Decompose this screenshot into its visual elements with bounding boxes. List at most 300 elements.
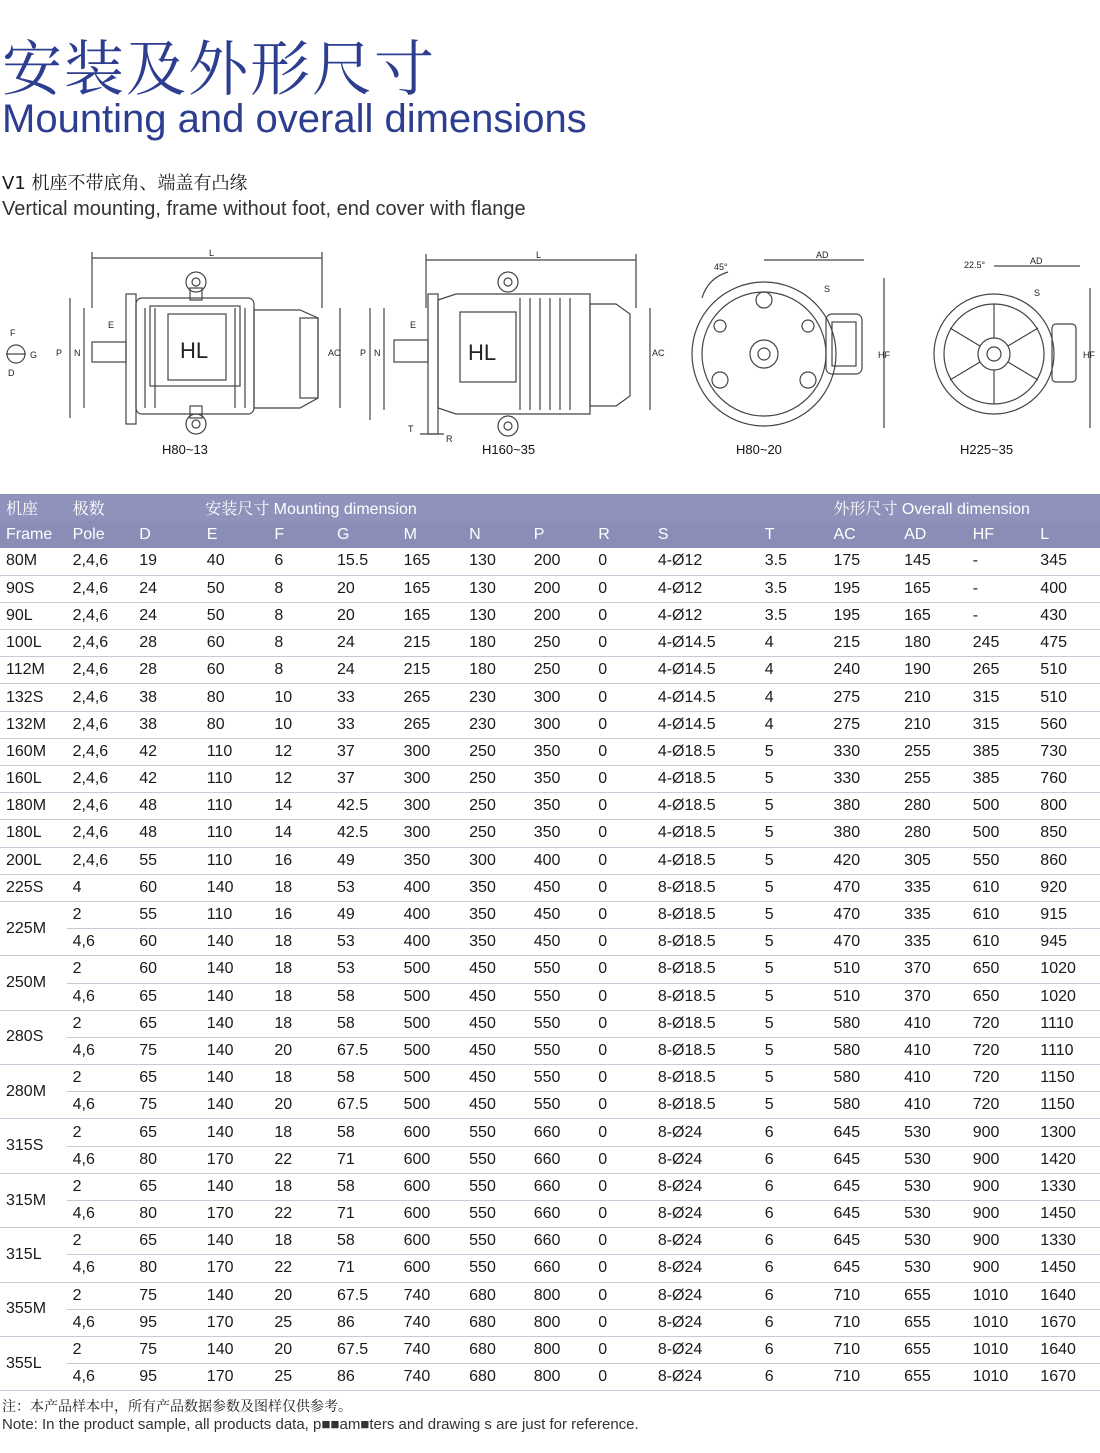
cell-r: 0 bbox=[598, 1232, 608, 1250]
cell-f: 18 bbox=[274, 1014, 293, 1032]
cell-e: 140 bbox=[206, 933, 234, 951]
cell-p: 250 bbox=[533, 634, 561, 652]
cell-f: 16 bbox=[274, 851, 293, 869]
cell-d: 95 bbox=[139, 1368, 157, 1386]
cell-g: 20 bbox=[336, 579, 355, 597]
cell-f: 12 bbox=[274, 742, 293, 760]
cell-s: 8-Ø18.5 bbox=[657, 1069, 716, 1087]
cell-f: 10 bbox=[274, 715, 293, 733]
cell-f: 8 bbox=[274, 606, 284, 624]
dim-label-R2: R bbox=[446, 434, 453, 444]
cell-n: 250 bbox=[469, 770, 496, 788]
cell-s: 8-Ø24 bbox=[657, 1286, 703, 1304]
cell-p: 450 bbox=[533, 906, 561, 924]
cell-s: 4-Ø18.5 bbox=[657, 851, 716, 869]
cell-e: 170 bbox=[206, 1150, 234, 1168]
cell-n: 680 bbox=[469, 1313, 496, 1331]
cell-l: 1020 bbox=[1040, 960, 1076, 978]
cell-e: 50 bbox=[206, 579, 225, 597]
dim-label-L1: L bbox=[209, 248, 215, 258]
cell-hf: 610 bbox=[972, 933, 1000, 951]
cell-f: 22 bbox=[274, 1205, 293, 1223]
cell-t: 6 bbox=[764, 1123, 774, 1141]
cell-t: 6 bbox=[764, 1286, 774, 1304]
cell-pole: 2,4,6 bbox=[72, 552, 109, 570]
cell-t: 5 bbox=[764, 1069, 774, 1087]
cell-pole: 2,4,6 bbox=[72, 797, 109, 815]
cell-pole: 2,4,6 bbox=[72, 634, 109, 652]
cell-r: 0 bbox=[598, 960, 608, 978]
table-row bbox=[0, 657, 1100, 684]
cell-t: 4 bbox=[764, 661, 774, 679]
cell-e: 80 bbox=[206, 715, 225, 733]
dim-label-P2: P bbox=[360, 348, 367, 358]
cell-e: 170 bbox=[206, 1313, 234, 1331]
column-header-frame: Frame bbox=[0, 521, 67, 548]
table-row bbox=[0, 956, 1100, 983]
cell-ac: 580 bbox=[833, 1096, 861, 1114]
cell-f: 18 bbox=[274, 1069, 293, 1087]
cell-pole: 2 bbox=[72, 906, 82, 924]
cell-ad: 530 bbox=[904, 1123, 931, 1141]
cell-p: 450 bbox=[533, 878, 561, 896]
cell-f: 20 bbox=[274, 1341, 293, 1359]
table-row bbox=[0, 1309, 1100, 1336]
cell-t: 6 bbox=[764, 1205, 774, 1223]
table-row bbox=[0, 983, 1100, 1010]
frame-cell: 90L bbox=[0, 602, 67, 629]
cell-f: 18 bbox=[274, 933, 293, 951]
cell-pole: 2 bbox=[72, 1177, 82, 1195]
cell-r: 0 bbox=[598, 1014, 608, 1032]
cell-t: 5 bbox=[764, 1096, 774, 1114]
cell-s: 8-Ø18.5 bbox=[657, 1014, 716, 1032]
cell-l: 1420 bbox=[1040, 1150, 1076, 1168]
dim-label-L2: L bbox=[536, 250, 542, 260]
cell-e: 170 bbox=[206, 1368, 234, 1386]
cell-m: 300 bbox=[403, 797, 431, 815]
cell-n: 350 bbox=[469, 878, 496, 896]
cell-pole: 2 bbox=[72, 1069, 82, 1087]
frame-cell: 180L bbox=[0, 820, 67, 847]
cell-pole: 4,6 bbox=[72, 1096, 95, 1114]
cell-g: 58 bbox=[336, 1014, 355, 1032]
dim-label-F1: F bbox=[10, 328, 16, 338]
cell-ac: 645 bbox=[833, 1232, 861, 1250]
cell-ac: 470 bbox=[833, 933, 861, 951]
cell-d: 42 bbox=[139, 770, 157, 788]
cell-n: 450 bbox=[469, 1041, 496, 1059]
cell-ad: 165 bbox=[904, 579, 931, 597]
cell-p: 300 bbox=[533, 715, 561, 733]
cell-m: 215 bbox=[403, 634, 431, 652]
drawing-end-view-large bbox=[920, 238, 1100, 448]
page-title-cn: 安装及外形尺寸 bbox=[2, 35, 436, 105]
cell-d: 75 bbox=[139, 1341, 157, 1359]
table-row bbox=[0, 847, 1100, 874]
cell-hf: 720 bbox=[972, 1096, 1000, 1114]
cell-e: 110 bbox=[206, 851, 233, 869]
cell-ad: 370 bbox=[904, 960, 931, 978]
cell-d: 38 bbox=[139, 715, 157, 733]
cell-ad: 145 bbox=[904, 552, 931, 570]
column-header-l: L bbox=[1034, 521, 1100, 548]
cell-n: 250 bbox=[469, 742, 496, 760]
cell-d: 55 bbox=[139, 906, 157, 924]
cell-s: 8-Ø24 bbox=[657, 1232, 703, 1250]
cell-r: 0 bbox=[598, 1368, 608, 1386]
cell-e: 110 bbox=[206, 742, 233, 760]
cell-hf: 1010 bbox=[972, 1313, 1009, 1331]
column-header-s: S bbox=[652, 521, 759, 548]
cell-hf: - bbox=[972, 552, 979, 570]
cell-l: 760 bbox=[1040, 770, 1067, 788]
frame-cell: 355L bbox=[0, 1336, 67, 1390]
cell-hf: 245 bbox=[972, 634, 1000, 652]
cell-t: 5 bbox=[764, 770, 774, 788]
column-header-f: F bbox=[268, 521, 331, 548]
cell-ad: 655 bbox=[904, 1313, 931, 1331]
cell-f: 16 bbox=[274, 906, 293, 924]
cell-p: 350 bbox=[533, 770, 561, 788]
cell-d: 65 bbox=[139, 1232, 157, 1250]
cell-hf: 650 bbox=[972, 960, 1000, 978]
cell-p: 660 bbox=[533, 1232, 561, 1250]
dim-label-angle45: 45° bbox=[714, 262, 728, 272]
cell-n: 450 bbox=[469, 987, 496, 1005]
cell-n: 680 bbox=[469, 1286, 496, 1304]
table-group-header-row bbox=[0, 494, 1100, 521]
cell-p: 660 bbox=[533, 1259, 561, 1277]
cell-l: 1450 bbox=[1040, 1205, 1076, 1223]
frame-cell: 160L bbox=[0, 766, 67, 793]
table-row bbox=[0, 1065, 1100, 1092]
cell-m: 740 bbox=[403, 1368, 431, 1386]
cell-hf: 900 bbox=[972, 1150, 1000, 1168]
cell-m: 600 bbox=[403, 1205, 431, 1223]
cell-ac: 645 bbox=[833, 1259, 861, 1277]
drawing-side-view-large bbox=[360, 238, 680, 448]
cell-m: 300 bbox=[403, 742, 431, 760]
cell-f: 14 bbox=[274, 797, 293, 815]
dim-label-G1: G bbox=[30, 350, 38, 360]
cell-f: 18 bbox=[274, 878, 293, 896]
cell-g: 37 bbox=[336, 770, 355, 788]
cell-m: 500 bbox=[403, 960, 431, 978]
cell-p: 800 bbox=[533, 1286, 561, 1304]
frame-cell: 132M bbox=[0, 711, 67, 738]
cell-p: 660 bbox=[533, 1123, 561, 1141]
cell-ad: 305 bbox=[904, 851, 931, 869]
cell-ad: 280 bbox=[904, 797, 931, 815]
cell-g: 24 bbox=[336, 634, 355, 652]
cell-l: 1110 bbox=[1040, 1014, 1074, 1032]
cell-t: 5 bbox=[764, 987, 774, 1005]
frame-cell: 250M bbox=[0, 956, 67, 1010]
cell-l: 1330 bbox=[1040, 1177, 1076, 1195]
column-header-e: E bbox=[201, 521, 269, 548]
cell-d: 80 bbox=[139, 1259, 157, 1277]
cell-ad: 655 bbox=[904, 1368, 931, 1386]
cell-d: 75 bbox=[139, 1286, 157, 1304]
cell-ac: 710 bbox=[833, 1313, 861, 1331]
cell-l: 800 bbox=[1040, 797, 1067, 815]
cell-s: 8-Ø18.5 bbox=[657, 878, 716, 896]
cell-g: 58 bbox=[336, 1123, 355, 1141]
cell-n: 550 bbox=[469, 1150, 496, 1168]
cell-p: 250 bbox=[533, 661, 561, 679]
cell-d: 80 bbox=[139, 1205, 157, 1223]
cell-ad: 335 bbox=[904, 878, 931, 896]
cell-pole: 2,4,6 bbox=[72, 606, 109, 624]
cell-p: 550 bbox=[533, 960, 561, 978]
frame-cell: 180M bbox=[0, 793, 67, 820]
frame-cell: 200L bbox=[0, 847, 67, 874]
cell-l: 860 bbox=[1040, 851, 1067, 869]
cell-hf: 500 bbox=[972, 797, 1000, 815]
cell-m: 600 bbox=[403, 1123, 431, 1141]
cell-pole: 4 bbox=[72, 878, 82, 896]
cell-l: 1640 bbox=[1040, 1286, 1076, 1304]
cell-n: 180 bbox=[469, 661, 496, 679]
cell-m: 265 bbox=[403, 715, 431, 733]
cell-e: 140 bbox=[206, 1341, 234, 1359]
column-header-r: R bbox=[592, 521, 652, 548]
cell-f: 18 bbox=[274, 1232, 293, 1250]
cell-f: 22 bbox=[274, 1150, 293, 1168]
cell-g: 71 bbox=[336, 1259, 355, 1277]
cell-pole: 2,4,6 bbox=[72, 579, 109, 597]
cell-g: 58 bbox=[336, 1177, 355, 1195]
cell-m: 300 bbox=[403, 824, 431, 842]
cell-ad: 165 bbox=[904, 606, 931, 624]
cell-f: 25 bbox=[274, 1313, 293, 1331]
cell-e: 110 bbox=[206, 797, 233, 815]
cell-p: 200 bbox=[533, 606, 561, 624]
frame-cell: 315L bbox=[0, 1228, 67, 1282]
table-row bbox=[0, 711, 1100, 738]
cell-ac: 645 bbox=[833, 1205, 861, 1223]
cell-ac: 195 bbox=[833, 579, 861, 597]
cell-f: 18 bbox=[274, 1123, 293, 1141]
cell-r: 0 bbox=[598, 770, 608, 788]
cell-d: 38 bbox=[139, 688, 157, 706]
cell-r: 0 bbox=[598, 933, 608, 951]
cell-ad: 335 bbox=[904, 906, 931, 924]
cell-d: 80 bbox=[139, 1150, 157, 1168]
table-row bbox=[0, 1010, 1100, 1037]
cell-pole: 2,4,6 bbox=[72, 851, 109, 869]
cell-d: 65 bbox=[139, 1069, 157, 1087]
cell-pole: 2,4,6 bbox=[72, 824, 109, 842]
cell-e: 140 bbox=[206, 960, 234, 978]
cell-r: 0 bbox=[598, 878, 608, 896]
cell-ac: 510 bbox=[833, 960, 861, 978]
cell-pole: 4,6 bbox=[72, 1041, 95, 1059]
cell-d: 95 bbox=[139, 1313, 157, 1331]
cell-pole: 2 bbox=[72, 1014, 82, 1032]
cell-f: 12 bbox=[274, 770, 293, 788]
cell-l: 560 bbox=[1040, 715, 1067, 733]
table-body bbox=[0, 548, 1100, 1391]
cell-g: 86 bbox=[336, 1313, 355, 1331]
cell-t: 3.5 bbox=[764, 552, 788, 570]
cell-pole: 2,4,6 bbox=[72, 770, 109, 788]
dimension-drawings bbox=[0, 238, 1100, 463]
dim-label-D1: D bbox=[8, 368, 15, 378]
cell-r: 0 bbox=[598, 1286, 608, 1304]
dim-label-E2: E bbox=[410, 320, 417, 330]
cell-p: 660 bbox=[533, 1177, 561, 1195]
cell-s: 8-Ø24 bbox=[657, 1313, 703, 1331]
cell-n: 550 bbox=[469, 1205, 496, 1223]
cell-d: 65 bbox=[139, 1014, 157, 1032]
cell-e: 60 bbox=[206, 661, 225, 679]
table-row bbox=[0, 630, 1100, 657]
cell-r: 0 bbox=[598, 579, 608, 597]
drawing-caption-1: H80~13 bbox=[162, 442, 208, 457]
cell-p: 300 bbox=[533, 688, 561, 706]
cell-e: 140 bbox=[206, 1014, 234, 1032]
cell-s: 8-Ø18.5 bbox=[657, 933, 716, 951]
cell-t: 5 bbox=[764, 1041, 774, 1059]
cell-g: 67.5 bbox=[336, 1286, 369, 1304]
cell-l: 510 bbox=[1040, 688, 1067, 706]
cell-p: 550 bbox=[533, 1069, 561, 1087]
cell-t: 3.5 bbox=[764, 579, 788, 597]
dim-label-P1: P bbox=[56, 348, 63, 358]
cell-f: 8 bbox=[274, 661, 284, 679]
cell-p: 200 bbox=[533, 552, 561, 570]
cell-n: 550 bbox=[469, 1259, 496, 1277]
cell-pole: 2 bbox=[72, 1123, 82, 1141]
cell-ad: 190 bbox=[904, 661, 931, 679]
table-row bbox=[0, 1364, 1100, 1391]
cell-f: 18 bbox=[274, 987, 293, 1005]
cell-m: 600 bbox=[403, 1150, 431, 1168]
cell-t: 6 bbox=[764, 1259, 774, 1277]
cell-l: 1020 bbox=[1040, 987, 1076, 1005]
frame-cell: 160M bbox=[0, 738, 67, 765]
cell-n: 550 bbox=[469, 1177, 496, 1195]
cell-ac: 710 bbox=[833, 1341, 861, 1359]
cell-r: 0 bbox=[598, 906, 608, 924]
cell-t: 5 bbox=[764, 933, 774, 951]
cell-hf: - bbox=[972, 606, 979, 624]
cell-s: 4-Ø14.5 bbox=[657, 715, 716, 733]
cell-g: 58 bbox=[336, 1069, 355, 1087]
frame-cell: 225S bbox=[0, 874, 67, 901]
cell-t: 6 bbox=[764, 1232, 774, 1250]
cell-s: 4-Ø14.5 bbox=[657, 688, 716, 706]
cell-d: 42 bbox=[139, 742, 157, 760]
cell-t: 5 bbox=[764, 960, 774, 978]
cell-p: 200 bbox=[533, 579, 561, 597]
dim-label-E1: E bbox=[108, 320, 115, 330]
cell-hf: 720 bbox=[972, 1041, 1000, 1059]
cell-r: 0 bbox=[598, 1205, 608, 1223]
cell-d: 28 bbox=[139, 661, 157, 679]
cell-l: 1670 bbox=[1040, 1368, 1076, 1386]
cell-r: 0 bbox=[598, 1177, 608, 1195]
drawing-caption-2: H160~35 bbox=[482, 442, 536, 457]
column-header-pole: Pole bbox=[67, 521, 134, 548]
cell-r: 0 bbox=[598, 661, 608, 679]
cell-ac: 645 bbox=[833, 1177, 861, 1195]
cell-l: 1150 bbox=[1040, 1096, 1075, 1114]
table-row bbox=[0, 548, 1100, 575]
table-row bbox=[0, 738, 1100, 765]
cell-e: 140 bbox=[206, 878, 234, 896]
cell-r: 0 bbox=[598, 1041, 608, 1059]
cell-t: 5 bbox=[764, 906, 774, 924]
cell-t: 5 bbox=[764, 878, 774, 896]
cell-s: 4-Ø18.5 bbox=[657, 797, 716, 815]
cell-t: 6 bbox=[764, 1150, 774, 1168]
cell-pole: 4,6 bbox=[72, 1259, 95, 1277]
dim-label-HF4: HF bbox=[1083, 350, 1095, 360]
cell-pole: 2,4,6 bbox=[72, 742, 109, 760]
cell-m: 500 bbox=[403, 1096, 431, 1114]
cell-l: 1300 bbox=[1040, 1123, 1076, 1141]
cell-n: 680 bbox=[469, 1341, 496, 1359]
cell-ad: 280 bbox=[904, 824, 931, 842]
cell-t: 3.5 bbox=[764, 606, 788, 624]
cell-m: 165 bbox=[403, 552, 431, 570]
cell-f: 18 bbox=[274, 1177, 293, 1195]
header-overall-dimension: 外形尺寸 Overall dimension bbox=[827, 494, 1100, 521]
cell-n: 230 bbox=[469, 715, 496, 733]
cell-s: 4-Ø18.5 bbox=[657, 742, 716, 760]
cell-r: 0 bbox=[598, 1096, 608, 1114]
cell-r: 0 bbox=[598, 1313, 608, 1331]
cell-ac: 215 bbox=[833, 634, 861, 652]
cell-hf: 720 bbox=[972, 1069, 1000, 1087]
cell-ac: 240 bbox=[833, 661, 861, 679]
cell-r: 0 bbox=[598, 715, 608, 733]
frame-cell: 112M bbox=[0, 657, 67, 684]
cell-hf: 650 bbox=[972, 987, 1000, 1005]
cell-m: 300 bbox=[403, 770, 431, 788]
cell-pole: 4,6 bbox=[72, 1150, 95, 1168]
frame-cell: 225M bbox=[0, 901, 67, 955]
frame-cell: 132S bbox=[0, 684, 67, 711]
cell-s: 8-Ø18.5 bbox=[657, 906, 716, 924]
table-row bbox=[0, 929, 1100, 956]
cell-d: 65 bbox=[139, 987, 157, 1005]
column-header-d: D bbox=[133, 521, 201, 548]
cell-g: 58 bbox=[336, 1232, 355, 1250]
cell-m: 500 bbox=[403, 987, 431, 1005]
cell-p: 800 bbox=[533, 1341, 561, 1359]
cell-e: 110 bbox=[206, 824, 233, 842]
cell-r: 0 bbox=[598, 987, 608, 1005]
cell-m: 600 bbox=[403, 1177, 431, 1195]
cell-hf: 265 bbox=[972, 661, 1000, 679]
cell-t: 5 bbox=[764, 797, 774, 815]
cell-m: 400 bbox=[403, 933, 431, 951]
cell-l: 345 bbox=[1040, 552, 1067, 570]
cell-ad: 530 bbox=[904, 1259, 931, 1277]
dim-label-HF3: HF bbox=[878, 350, 890, 360]
cell-hf: 1010 bbox=[972, 1286, 1009, 1304]
cell-m: 600 bbox=[403, 1232, 431, 1250]
cell-e: 110 bbox=[206, 906, 233, 924]
cell-pole: 4,6 bbox=[72, 1205, 95, 1223]
cell-t: 6 bbox=[764, 1368, 774, 1386]
cell-pole: 2,4,6 bbox=[72, 688, 109, 706]
table-row bbox=[0, 1173, 1100, 1200]
